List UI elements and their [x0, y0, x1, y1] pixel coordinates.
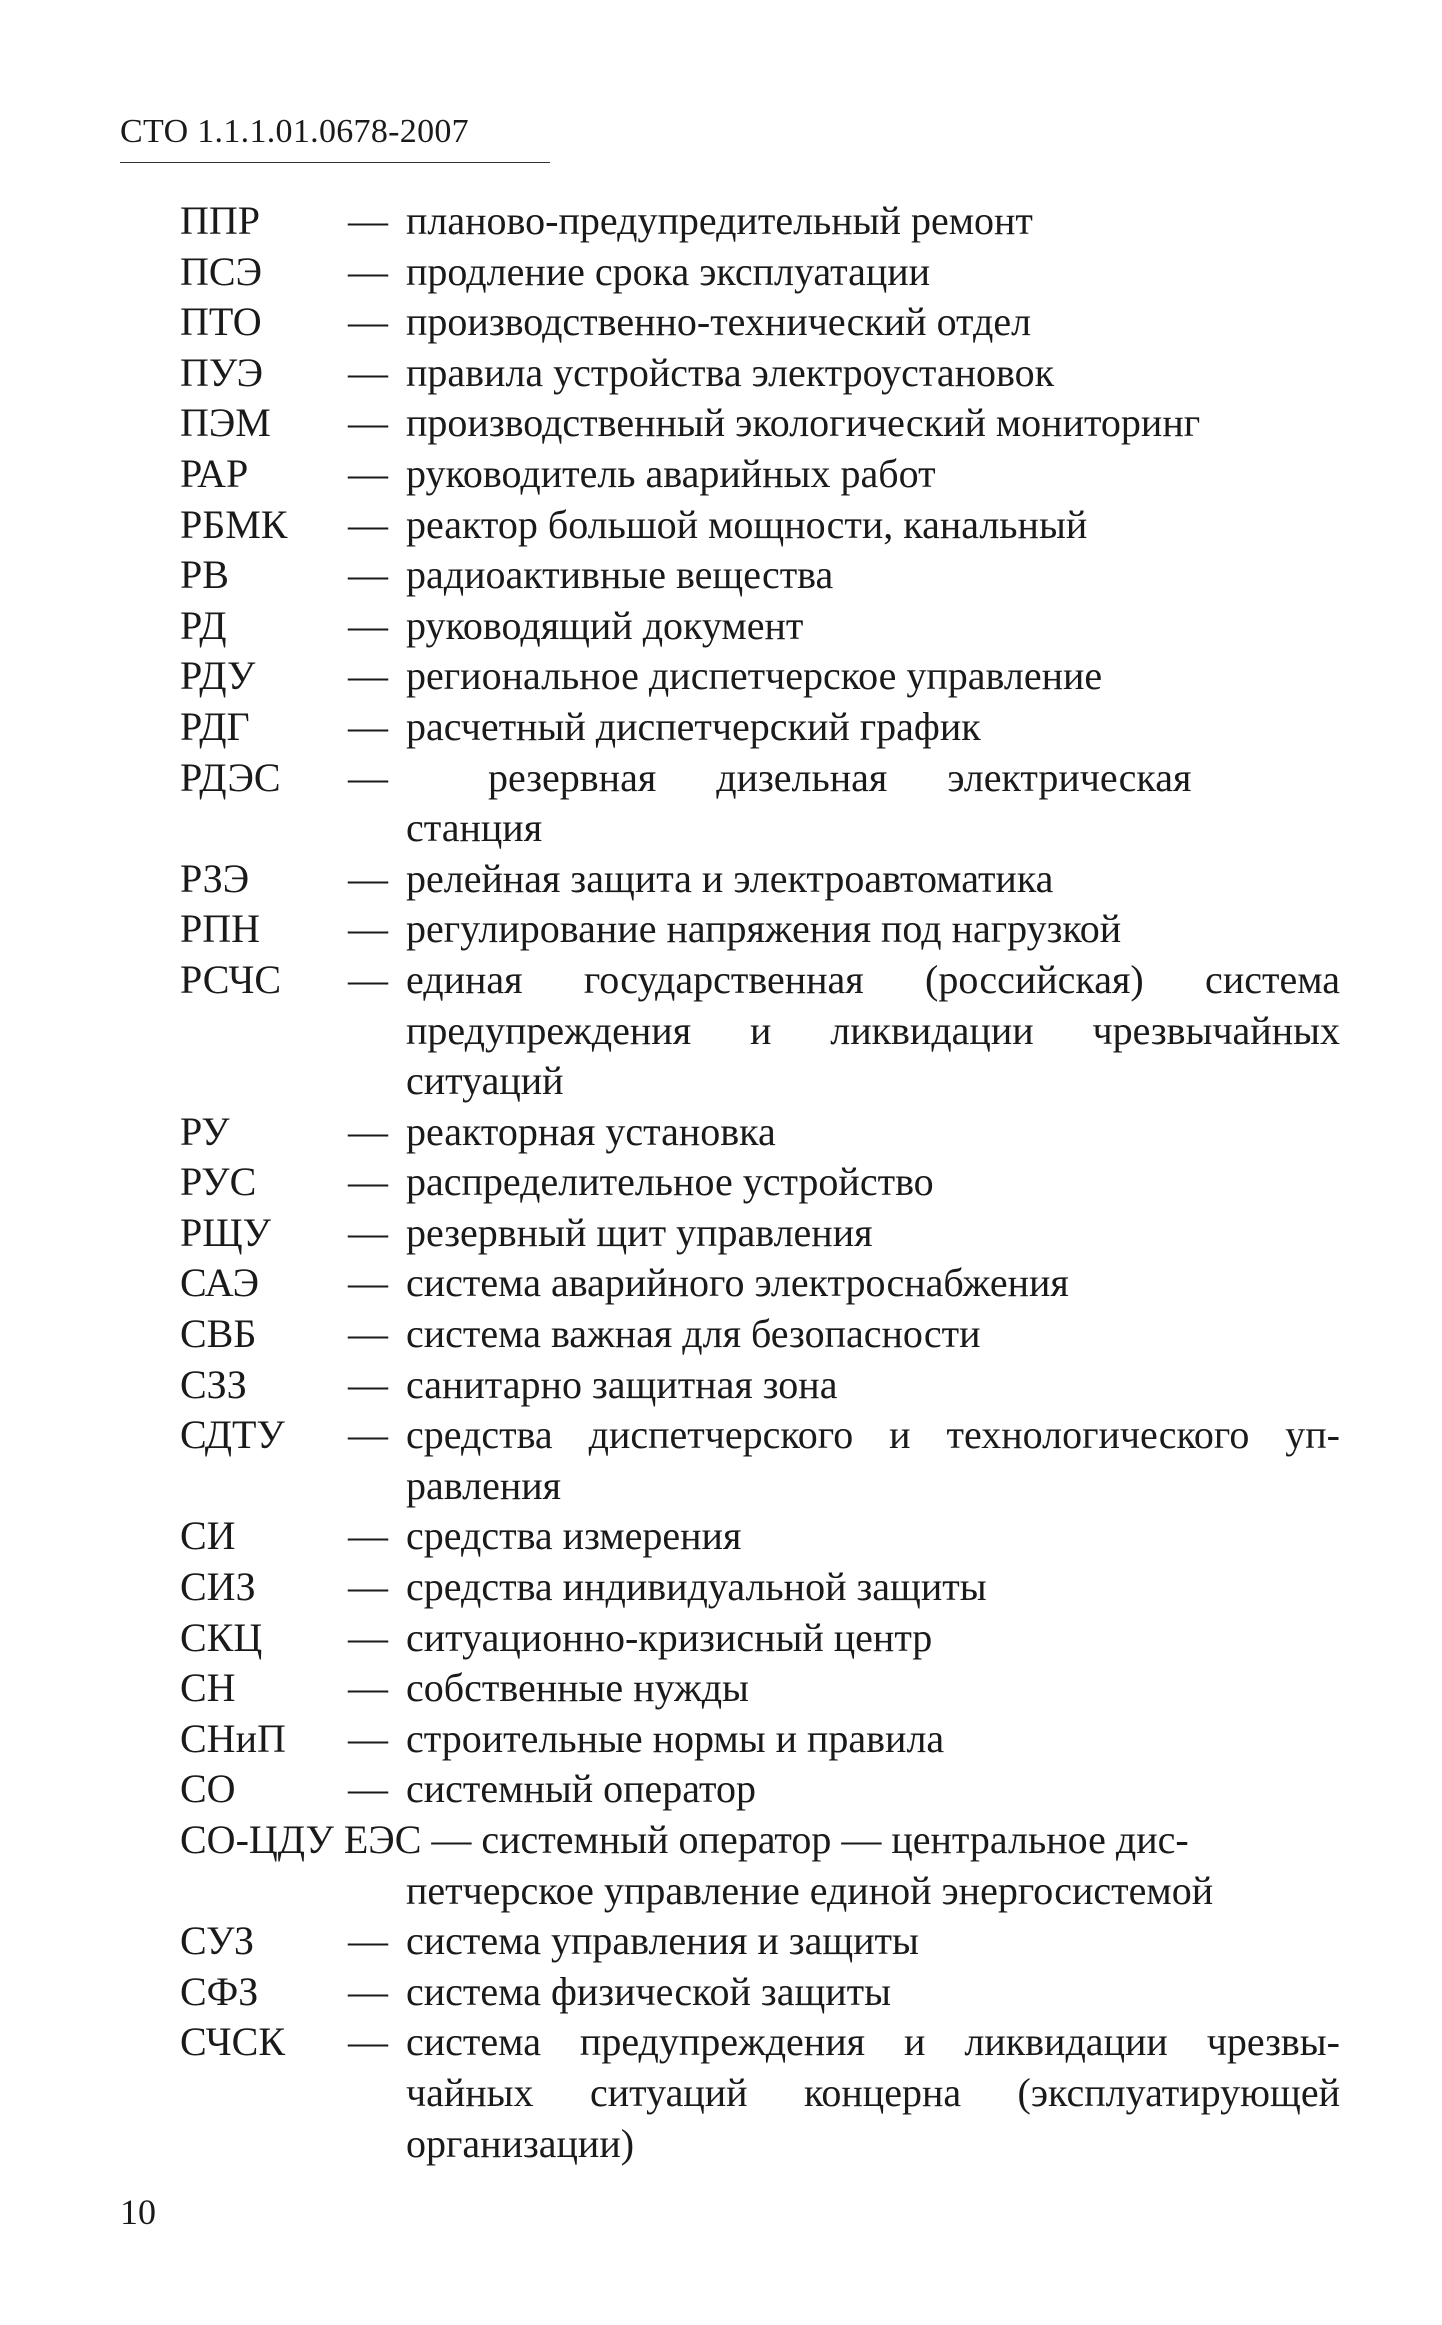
dash: —: [348, 1513, 388, 1559]
list-item: [180, 1916, 1340, 1967]
definition: резервный щит управления: [406, 1209, 873, 1255]
abbreviation: СЧСК: [180, 2019, 286, 2065]
abbreviation: СВБ: [180, 1311, 257, 1357]
list-item: [180, 753, 1340, 854]
list-item: [180, 651, 1340, 702]
document-header: СТО 1.1.1.01.0678-2007: [120, 113, 469, 150]
abbreviation: СИ: [180, 1513, 236, 1559]
dash: —: [348, 1361, 388, 1407]
definition: система управления и защиты: [406, 1918, 919, 1964]
abbreviation: РБМК: [180, 501, 288, 547]
abbreviation: РЗЭ: [180, 855, 250, 901]
dash: —: [348, 1766, 388, 1812]
list-item: [180, 1410, 1340, 1511]
dash: —: [348, 703, 388, 749]
definition: система аварийного электроснабжения: [406, 1260, 1069, 1306]
header-rule: [120, 162, 550, 163]
definition: средства измерения: [406, 1513, 742, 1559]
list-item: [180, 702, 1340, 753]
dash: —: [348, 1209, 388, 1255]
dash: —: [348, 1968, 388, 2014]
dash: —: [348, 906, 388, 952]
list-item: [180, 297, 1340, 348]
abbreviation: САЭ: [180, 1260, 259, 1306]
list-item: [180, 398, 1340, 449]
abbreviation: ПТО: [180, 299, 262, 345]
abbreviation: РВ: [180, 552, 229, 598]
list-item: [180, 1714, 1340, 1765]
list-item: [180, 1360, 1340, 1411]
dash: —: [348, 1665, 388, 1711]
definition-line: СО-ЦДУ ЕЭС — системный оператор — центральное дис-: [180, 1817, 1189, 1862]
abbreviation: ПЭМ: [180, 400, 271, 446]
abbreviation: СН: [180, 1665, 236, 1711]
definition: единая государственная (российская) система предупреждения и ликвидации чрезвычайных ситуаций: [406, 956, 1340, 1104]
definition: релейная защита и электроавтоматика: [406, 855, 1054, 901]
definition: система физической защиты: [406, 1968, 892, 2014]
definition: система предупреждения и ликвидации чрезвы-чайных ситуаций концерна (эксплуатирующей организации): [406, 2019, 1340, 2166]
abbreviation: РДГ: [180, 703, 250, 749]
list-item: [180, 1157, 1340, 1208]
definition: руководитель аварийных работ: [406, 450, 936, 496]
definition: строительные нормы и правила: [406, 1715, 945, 1761]
abbreviation: РДУ: [180, 653, 256, 699]
definition: собственные нужды: [406, 1665, 749, 1711]
abbreviation: РПН: [180, 906, 261, 952]
definition: производственно-технический отдел: [406, 299, 1032, 345]
dash: —: [348, 198, 388, 243]
abbreviation: СКЦ: [180, 1614, 263, 1660]
list-item: [180, 1511, 1340, 1562]
list-item: [180, 1663, 1340, 1714]
list-item: [180, 500, 1340, 551]
dash: —: [348, 349, 388, 395]
dash: —: [348, 1614, 388, 1660]
dash: —: [348, 956, 388, 1002]
abbreviation: РУ: [180, 1108, 230, 1154]
abbreviation: СДТУ: [180, 1412, 285, 1458]
definition: продление срока эксплуатации: [406, 248, 931, 294]
dash: —: [348, 1715, 388, 1761]
definition: системный оператор: [406, 1766, 756, 1812]
dash: —: [348, 653, 388, 699]
dash: —: [348, 248, 388, 294]
list-item: [180, 1107, 1340, 1158]
dash: —: [348, 1159, 388, 1205]
list-item: [180, 1764, 1340, 1815]
definition: реакторная установка: [406, 1108, 776, 1154]
dash: —: [348, 1564, 388, 1610]
list-item: [180, 904, 1340, 955]
definition: средства диспетчерского и технологического уп-равления: [406, 1412, 1340, 1508]
list-item: [180, 854, 1340, 905]
definition: производственный экологический мониторинг: [406, 400, 1201, 446]
dash: —: [348, 855, 388, 901]
list-item: [180, 955, 1340, 1107]
list-item: [180, 348, 1340, 399]
abbreviation-list: [180, 196, 1340, 2169]
list-item: [180, 1309, 1340, 1360]
definition: средства индивидуальной защиты: [406, 1564, 987, 1610]
abbreviation: ПУЭ: [180, 349, 264, 395]
abbreviation: РЩУ: [180, 1209, 271, 1255]
definition: регулирование напряжения под нагрузкой: [406, 906, 1122, 952]
definition: распределительное устройство: [406, 1159, 934, 1205]
dash: —: [348, 450, 388, 496]
abbreviation: РД: [180, 602, 227, 648]
abbreviation: РУС: [180, 1159, 257, 1205]
dash: —: [348, 552, 388, 598]
list-item: [180, 601, 1340, 652]
definition: планово-предупредительный ремонт: [406, 198, 1033, 243]
abbreviation: СЗЗ: [180, 1361, 247, 1407]
definition: ситуационно-кризисный центр: [406, 1614, 933, 1660]
list-item: [180, 550, 1340, 601]
list-item: [180, 1562, 1340, 1613]
dash: —: [348, 1260, 388, 1306]
list-item: [180, 196, 1340, 247]
dash: —: [348, 1412, 388, 1458]
list-item: [180, 1815, 1340, 1916]
list-item: [180, 449, 1340, 500]
definition: расчетный диспетчерский график: [406, 703, 981, 749]
list-item: [180, 1208, 1340, 1259]
abbreviation: РДЭС: [180, 754, 281, 800]
dash: —: [348, 1311, 388, 1357]
definition: руководящий документ: [406, 602, 804, 648]
list-item: [180, 1258, 1340, 1309]
dash: —: [348, 501, 388, 547]
definition-line: станция: [406, 805, 543, 851]
definition: региональное диспетчерское управление: [406, 653, 1103, 699]
dash: —: [348, 1108, 388, 1154]
abbreviation: ППР: [180, 198, 261, 243]
dash: —: [348, 602, 388, 648]
abbreviation: СИЗ: [180, 1564, 256, 1610]
list-item: [180, 1967, 1340, 2018]
definition: правила устройства электроустановок: [406, 349, 1055, 395]
definition: санитарно защитная зона: [406, 1361, 838, 1407]
dash: —: [348, 299, 388, 345]
abbreviation: СНиП: [180, 1715, 286, 1761]
definition: реактор большой мощности, канальный: [406, 501, 1088, 547]
dash: —: [348, 2019, 388, 2065]
definition-line: — резервная дизельная электрическая: [348, 754, 1192, 800]
abbreviation: СУЗ: [180, 1918, 254, 1964]
definition-line: петчерское управление единой энергосистемой: [406, 1867, 1214, 1913]
definition: система важная для безопасности: [406, 1311, 981, 1357]
page-number: 10: [120, 2192, 156, 2232]
abbreviation: СФЗ: [180, 1968, 259, 2014]
dash: —: [348, 400, 388, 446]
abbreviation: РАР: [180, 450, 249, 496]
list-item: [180, 1613, 1340, 1664]
abbreviation: РСЧС: [180, 956, 282, 1002]
definition: радиоактивные вещества: [406, 552, 834, 598]
list-item: [180, 2017, 1340, 2169]
abbreviation: СО: [180, 1766, 236, 1812]
abbreviation: ПСЭ: [180, 248, 262, 294]
dash: —: [348, 1918, 388, 1964]
list-item: [180, 247, 1340, 298]
